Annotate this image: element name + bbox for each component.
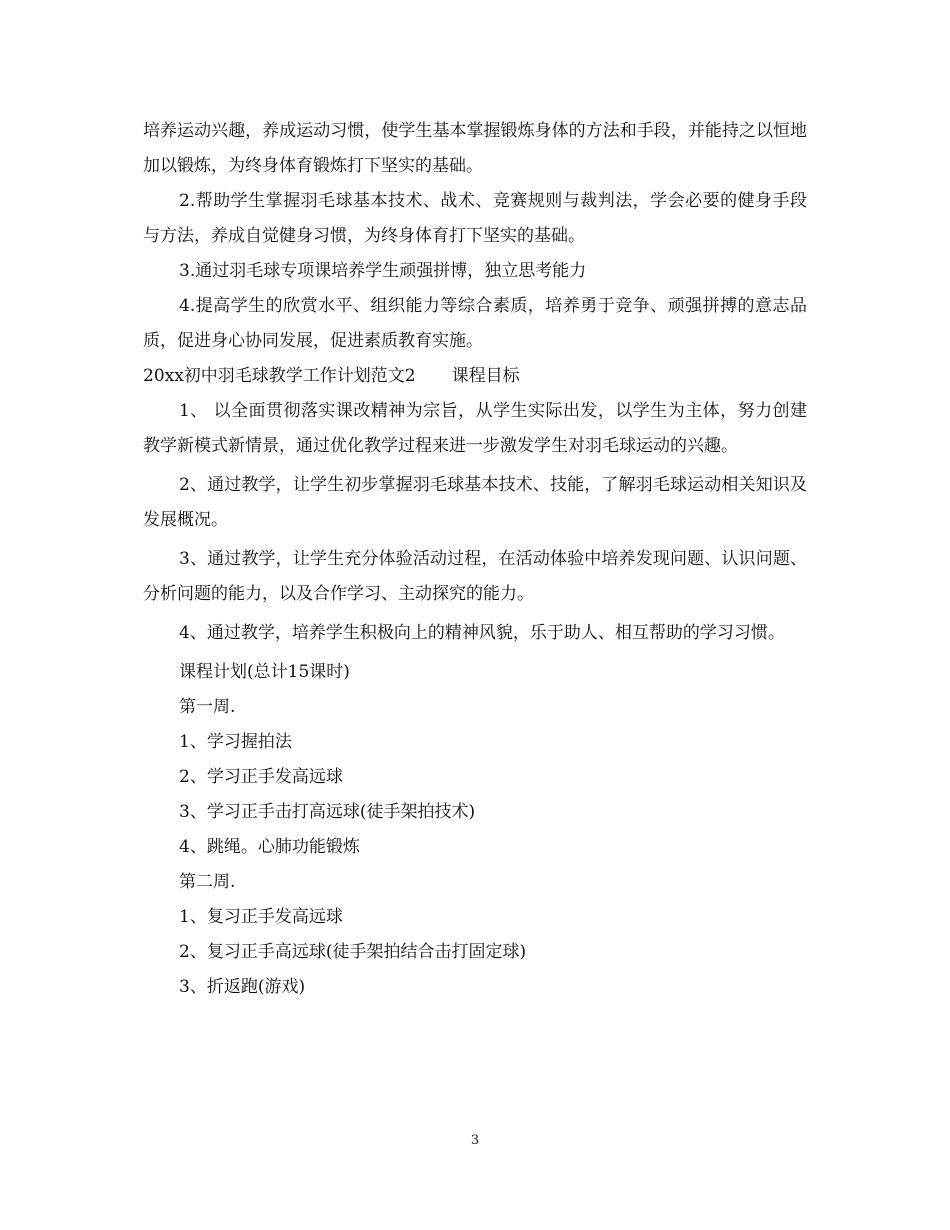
- list-item: 2、复习正手高远球(徒手架拍结合击打固定球): [179, 942, 527, 962]
- paragraph-2: 2.帮助学生掌握羽毛球基本技术、战术、竞赛规则与裁判法，学会必要的健身手段与方法，养成自觉健身习惯，为终身体育打下坚实的基础。: [143, 191, 807, 246]
- list-item: 3、学习正手击打高远球(徒手架拍技术): [179, 802, 476, 822]
- paragraph-3: 3.通过羽毛球专项课培养学生顽强拼博，独立思考能力: [179, 261, 587, 281]
- goal-3: 3、通过教学，让学生充分体验活动过程，在活动体验中培养发现问题、认识问题、分析问题的能力，以及合作学习、主动探究的能力。: [143, 549, 807, 604]
- goal-1: 1、 以全面贯彻落实课改精神为宗旨，从学生实际出发，以学生为主体，努力创建教学新模式新情景，通过优化教学过程来进一步激发学生对羽毛球运动的兴趣。: [143, 401, 807, 456]
- section-heading: [143, 359, 807, 394]
- list-item: 1、学习握拍法: [179, 732, 292, 752]
- goal-2: 2、通过教学，让学生初步掌握羽毛球基本技术、技能，了解羽毛球运动相关知识及发展概况。: [143, 475, 807, 530]
- week-2-label: 第二周.: [179, 872, 236, 892]
- plan-title: 课程计划(总计15课时): [179, 662, 350, 682]
- list-item: 1、复习正手发高远球: [179, 907, 343, 927]
- paragraph-1: 培养运动兴趣，养成运动习惯，使学生基本掌握锻炼身体的方法和手段，并能持之以恒地加以锻炼，为终身体育锻炼打下坚实的基础。: [143, 121, 807, 176]
- section-title: 20xx初中羽毛球教学工作计划范文2: [143, 366, 416, 386]
- week-1-label: 第一周.: [179, 697, 236, 717]
- section-subtitle: 课程目标: [451, 366, 520, 386]
- list-item: 3、折返跑(游戏): [179, 977, 306, 997]
- paragraph-4: 4.提高学生的欣赏水平、组织能力等综合素质，培养勇于竞争、顽强拼搏的意志品质，促进身心协同发展，促进素质教育实施。: [143, 296, 807, 351]
- document-body: [143, 114, 807, 1005]
- goal-4: 4、通过教学，培养学生积极向上的精神风貌，乐于助人、相互帮助的学习习惯。: [179, 623, 785, 643]
- list-item: 2、学习正手发高远球: [179, 767, 343, 787]
- list-item: 4、跳绳。心肺功能锻炼: [179, 837, 360, 857]
- page-number: 3: [470, 1133, 480, 1148]
